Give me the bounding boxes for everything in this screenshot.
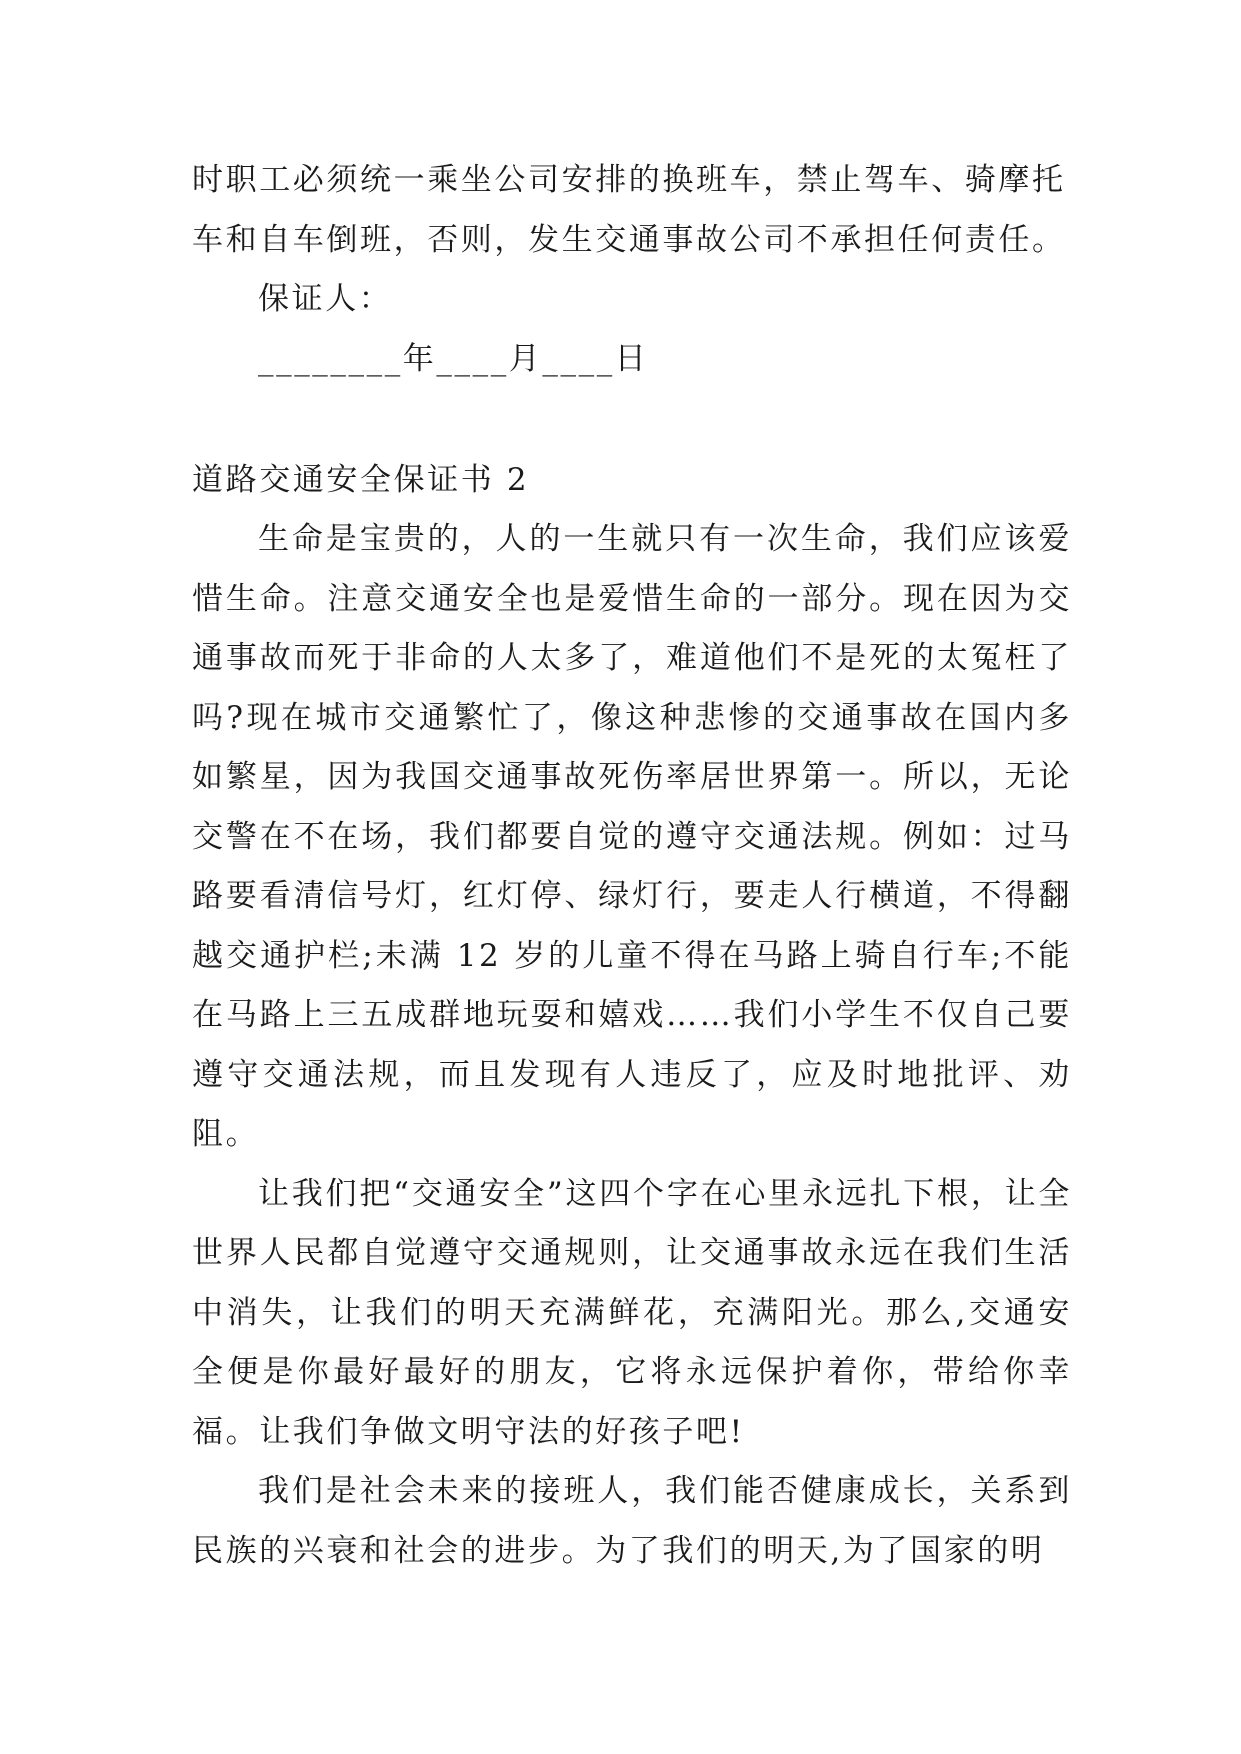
section-1-text <box>192 151 1072 389</box>
paragraph: 让我们把“交通安全”这四个字在心里永远扎下根，让全世界人民都自觉遵守交通规则，让交通事故永远在我们生活中消失，让我们的明天充满鲜花，充满阳光。那么,交通安全便是你最好最好的朋友，它将永远保护着你，带给你幸福。让我们争做文明守法的好孩子吧! <box>192 1175 1072 1450</box>
section-1-line-2: 车和自车倒班，否则，发生交通事故公司不承担任何责任。 <box>192 221 1066 258</box>
paragraph: 生命是宝贵的，人的一生就只有一次生命，我们应该爱惜生命。注意交通安全也是爱惜生命的一部分。现在因为交通事故而死于非命的人太多了，难道他们不是死的太冤枉了吗?现在城市交通繁忙了，像这种悲惨的交通事故在国内多如繁星，因为我国交通事故死伤率居世界第一。所以，无论交警在不在场，我们都要自觉的遵守交通法规。例如：过马路要看清信号灯，红灯停、绿灯行，要走人行横道，不得翻越交通护栏;未满 12 岁的儿童不得在马路上骑自行车;不能在马路上三五成群地玩耍和嬉戏……我们小学生不仅自己要遵守交通法规，而且发现有人违反了，应及时地批评、劝阻。 <box>192 521 1072 1152</box>
paragraph: 我们是社会未来的接班人，我们能否健康成长，关系到民族的兴衰和社会的进步。为了我们的明天,为了国家的明 <box>192 1473 1072 1569</box>
section-1-line-1: 时职工必须统一乘坐公司安排的换班车，禁止驾车、骑摩托 <box>192 162 1066 198</box>
guarantor-label: 保证人： <box>258 281 393 317</box>
section-2-body <box>192 510 1072 1581</box>
section-2-title: 道路交通安全保证书 2 <box>192 462 530 498</box>
date-line: ________年____月____日 <box>258 340 649 377</box>
